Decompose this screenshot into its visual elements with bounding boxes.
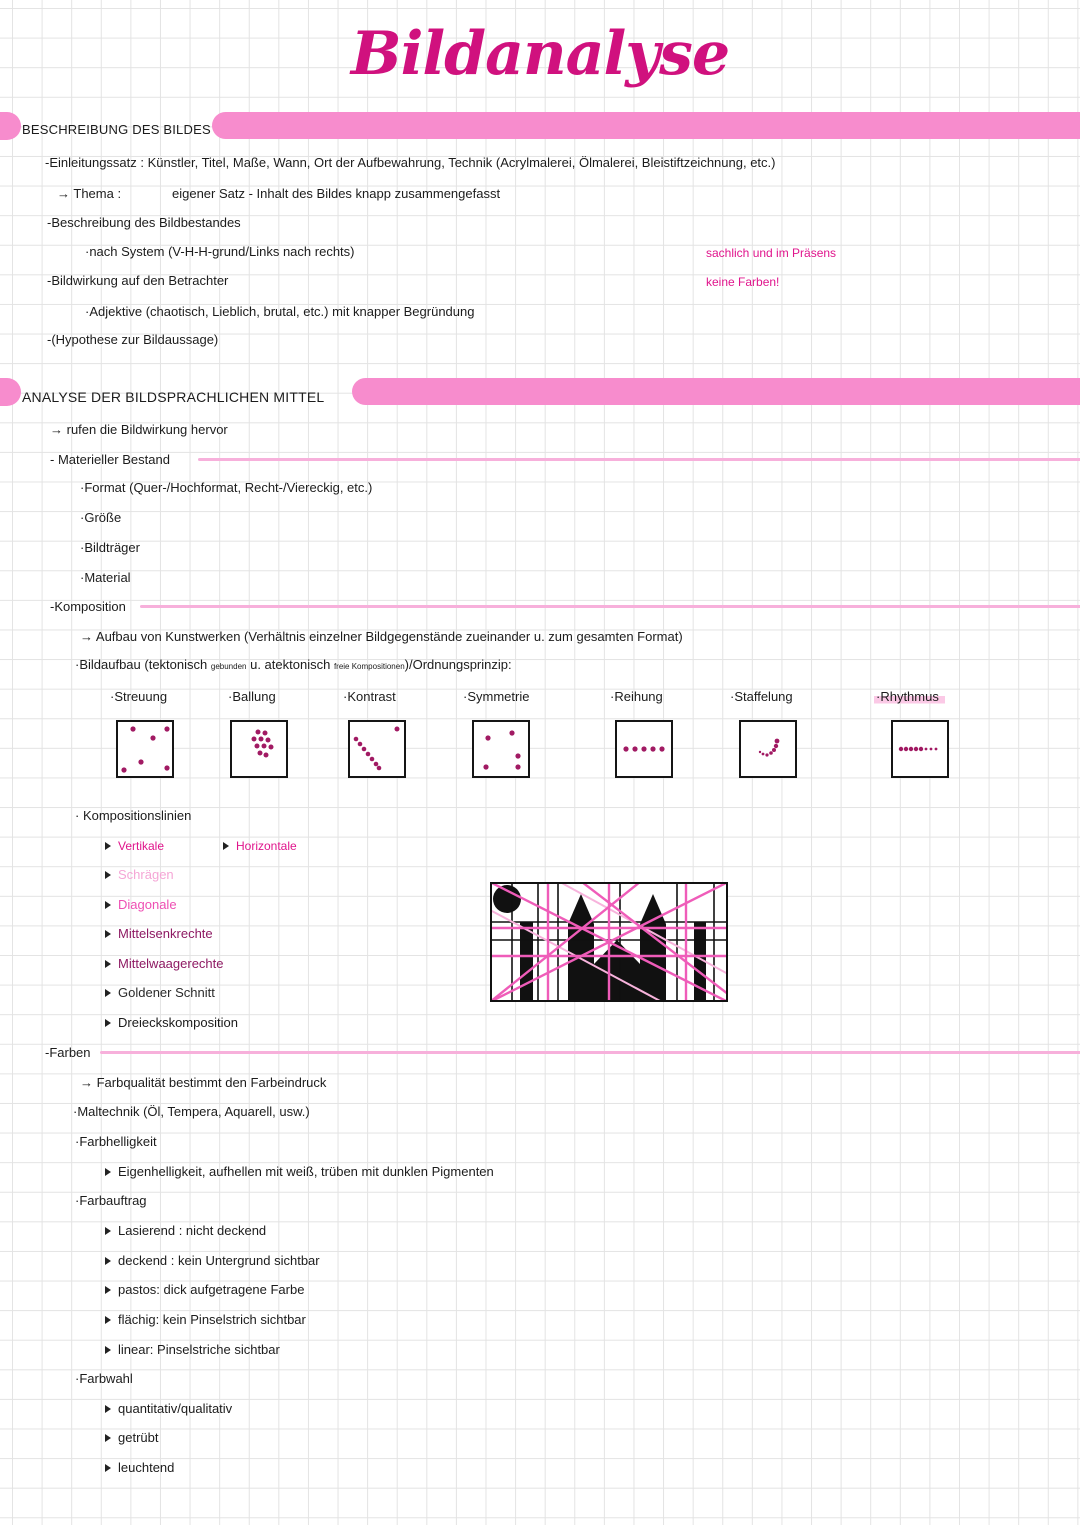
thema-text: eigener Satz - Inhalt des Bildes knapp zusammengefasst xyxy=(172,186,501,201)
dot xyxy=(925,748,928,751)
dot xyxy=(765,753,768,756)
bullet-triangle-icon xyxy=(105,901,111,909)
dot xyxy=(899,747,903,751)
farbhelligkeit-heading: ·Farbhelligkeit xyxy=(75,1134,157,1149)
bullet-triangle-icon xyxy=(105,1316,111,1324)
list-item: linear: Pinselstriche sichtbar xyxy=(118,1342,280,1357)
dot xyxy=(623,746,628,751)
dot xyxy=(366,752,371,757)
bullet-triangle-icon xyxy=(105,1405,111,1413)
bullet-triangle-icon xyxy=(105,842,111,850)
section-heading-analyse: ANALYSE DER BILDSPRACHLICHEN MITTEL xyxy=(22,389,325,405)
bildbestand-line: -Beschreibung des Bildbestandes xyxy=(47,215,241,230)
list-item: Eigenhelligkeit, aufhellen mit weiß, trüben mit dunklen Pigmenten xyxy=(118,1164,494,1179)
left-tower-shape xyxy=(520,922,533,1002)
farbauftrag-heading: ·Farbauftrag xyxy=(75,1193,147,1208)
sun-shape xyxy=(493,885,521,913)
dot xyxy=(138,759,143,764)
section-marker xyxy=(0,378,21,406)
side-note: keine Farben! xyxy=(706,275,780,289)
side-note: sachlich und im Präsens xyxy=(706,246,837,260)
linie-goldener-schnitt: Goldener Schnitt xyxy=(118,985,215,1000)
subheading-rule xyxy=(198,458,1080,461)
dot xyxy=(374,762,379,767)
streuung-diagram xyxy=(116,720,174,778)
dot xyxy=(759,751,761,753)
linie-vertikale: Vertikale xyxy=(118,839,165,853)
farbwahl-heading: ·Farbwahl xyxy=(75,1371,133,1386)
page-title: Bildanalyse xyxy=(350,19,730,89)
bildaufbau-line xyxy=(75,656,512,676)
dot xyxy=(632,746,637,751)
dot xyxy=(258,751,263,756)
dot xyxy=(377,766,382,771)
subheading-rule xyxy=(140,605,1080,608)
dot xyxy=(255,744,260,749)
dot xyxy=(769,751,773,755)
bullet-triangle-icon xyxy=(105,1434,111,1442)
bildaufbau-text: u. atektonisch xyxy=(250,657,331,672)
dot xyxy=(772,748,776,752)
section-marker xyxy=(0,112,21,140)
section-heading-beschreibung: BESCHREIBUNG DES BILDES xyxy=(22,122,211,137)
dot xyxy=(358,742,363,747)
section-bar xyxy=(212,112,1080,139)
dot xyxy=(909,747,913,751)
linie-dreieckskomposition: Dreieckskomposition xyxy=(118,1015,238,1030)
bildaufbau-text: ·Bildaufbau (tektonisch xyxy=(75,657,208,672)
list-item: leuchtend xyxy=(118,1460,175,1475)
dot xyxy=(650,746,655,751)
list-item: ·Material xyxy=(80,570,131,585)
list-item: flächig: kein Pinselstrich sichtbar xyxy=(118,1312,306,1327)
thema-label: → Thema : xyxy=(57,186,122,201)
list-item: pastos: dick aufgetragene Farbe xyxy=(118,1282,305,1297)
dot xyxy=(762,753,765,756)
dot xyxy=(935,748,938,751)
dot xyxy=(121,767,126,772)
subheading-materieller-bestand: - Materieller Bestand xyxy=(50,452,170,467)
bullet-triangle-icon xyxy=(105,960,111,968)
dot xyxy=(164,726,169,731)
adjektive-line: ·Adjektive (chaotisch, Lieblich, brutal, etc.) mit knapper Begründung xyxy=(85,304,475,319)
dot xyxy=(252,737,257,742)
dot xyxy=(259,737,264,742)
list-item: deckend : kein Untergrund sichtbar xyxy=(118,1253,320,1268)
einleitung-line: -Einleitungssatz : Künstler, Titel, Maße, Wann, Ort der Aufbewahrung, Technik (Acrylmalerei, Ölmalerei, Bleistiftzeichnung, etc.) xyxy=(45,155,776,170)
label-kontrast: ·Kontrast xyxy=(343,689,396,704)
dot xyxy=(775,739,780,744)
dot xyxy=(914,747,918,751)
bildaufbau-small-note: gebunden xyxy=(210,662,247,671)
label-symmetrie: ·Symmetrie xyxy=(463,689,530,704)
dot xyxy=(659,746,664,751)
dot xyxy=(362,747,367,752)
bullet-triangle-icon xyxy=(105,989,111,997)
bullet-triangle-icon xyxy=(223,842,229,850)
list-item: Lasierend : nicht deckend xyxy=(118,1223,267,1238)
dot xyxy=(262,744,267,749)
dot xyxy=(483,764,488,769)
section-bar xyxy=(352,378,1080,405)
dot xyxy=(515,753,520,758)
bildaufbau-small-note: freie Kompositionen xyxy=(333,662,405,671)
dot xyxy=(485,735,490,740)
dot xyxy=(370,757,375,762)
symmetrie-diagram xyxy=(472,720,530,778)
bullet-triangle-icon xyxy=(105,1227,111,1235)
bullet-triangle-icon xyxy=(105,1019,111,1027)
dot xyxy=(269,745,274,750)
dot xyxy=(515,764,520,769)
dot xyxy=(509,730,514,735)
label-streuung: ·Streuung xyxy=(110,689,168,704)
dot xyxy=(641,746,646,751)
dot xyxy=(263,731,268,736)
label-rhythmus: ·Rhythmus xyxy=(874,688,945,706)
hypothese-line: -(Hypothese zur Bildaussage) xyxy=(47,332,219,347)
label-ballung: ·Ballung xyxy=(228,689,276,704)
dot xyxy=(164,765,169,770)
dot xyxy=(264,753,269,758)
list-item: quantitativ/qualitativ xyxy=(118,1401,233,1416)
bildaufbau-text: )/Ordnungsprinzip: xyxy=(404,657,512,672)
dot xyxy=(354,737,359,742)
list-item: ·Größe xyxy=(80,510,122,525)
subheading-komposition: -Komposition xyxy=(50,599,126,614)
bullet-triangle-icon xyxy=(105,871,111,879)
dot xyxy=(904,747,908,751)
dot xyxy=(150,735,155,740)
bullet-triangle-icon xyxy=(105,1257,111,1265)
linie-horizontale: Horizontale xyxy=(236,839,297,853)
analyse-intro: → rufen die Bildwirkung hervor xyxy=(50,422,228,437)
dot xyxy=(395,727,400,732)
bullet-triangle-icon xyxy=(105,1346,111,1354)
dot xyxy=(266,738,271,743)
reihung-diagram xyxy=(615,720,673,778)
composition-lines-diagram xyxy=(490,882,728,1002)
staffelung-diagram xyxy=(739,720,797,778)
aufbau-line: → Aufbau von Kunstwerken (Verhältnis einzelner Bildgegenstände zueinander u. zum gesamten Format) xyxy=(80,629,683,644)
linie-mittelsenkrechte: Mittelsenkrechte xyxy=(118,926,213,941)
list-item: ·Bildträger xyxy=(80,540,140,555)
label-staffelung: ·Staffelung xyxy=(730,689,793,704)
dot xyxy=(130,726,135,731)
linie-schraegen: Schrägen xyxy=(118,867,174,882)
bullet-triangle-icon xyxy=(105,1286,111,1294)
list-item: ·Format (Quer-/Hochformat, Recht-/Viereckig, etc.) xyxy=(80,480,373,495)
list-item: getrübt xyxy=(118,1430,159,1445)
dot xyxy=(774,744,778,748)
kompositionslinien-heading: · Kompositionslinien xyxy=(75,808,192,823)
dot xyxy=(919,747,923,751)
rhythmus-diagram xyxy=(891,720,949,778)
subheading-rule xyxy=(100,1051,1080,1054)
bildwirkung-line: -Bildwirkung auf den Betrachter xyxy=(47,273,229,288)
subheading-farben: -Farben xyxy=(45,1045,91,1060)
label-reihung: ·Reihung xyxy=(610,689,663,704)
ballung-diagram xyxy=(230,720,288,778)
bullet-triangle-icon xyxy=(105,1464,111,1472)
system-line: ·nach System (V-H-H-grund/Links nach rechts) xyxy=(85,244,355,259)
dot xyxy=(256,730,261,735)
maltechnik-line: ·Maltechnik (Öl, Tempera, Aquarell, usw.) xyxy=(73,1104,310,1119)
bullet-triangle-icon xyxy=(105,1168,111,1176)
farbqualitaet-line: → Farbqualität bestimmt den Farbeindruck xyxy=(80,1075,327,1090)
bullet-triangle-icon xyxy=(105,930,111,938)
linie-mittelwaagerechte: Mittelwaagerechte xyxy=(118,956,224,971)
kontrast-diagram xyxy=(348,720,406,778)
dot xyxy=(930,748,933,751)
linie-diagonale: Diagonale xyxy=(118,897,177,912)
